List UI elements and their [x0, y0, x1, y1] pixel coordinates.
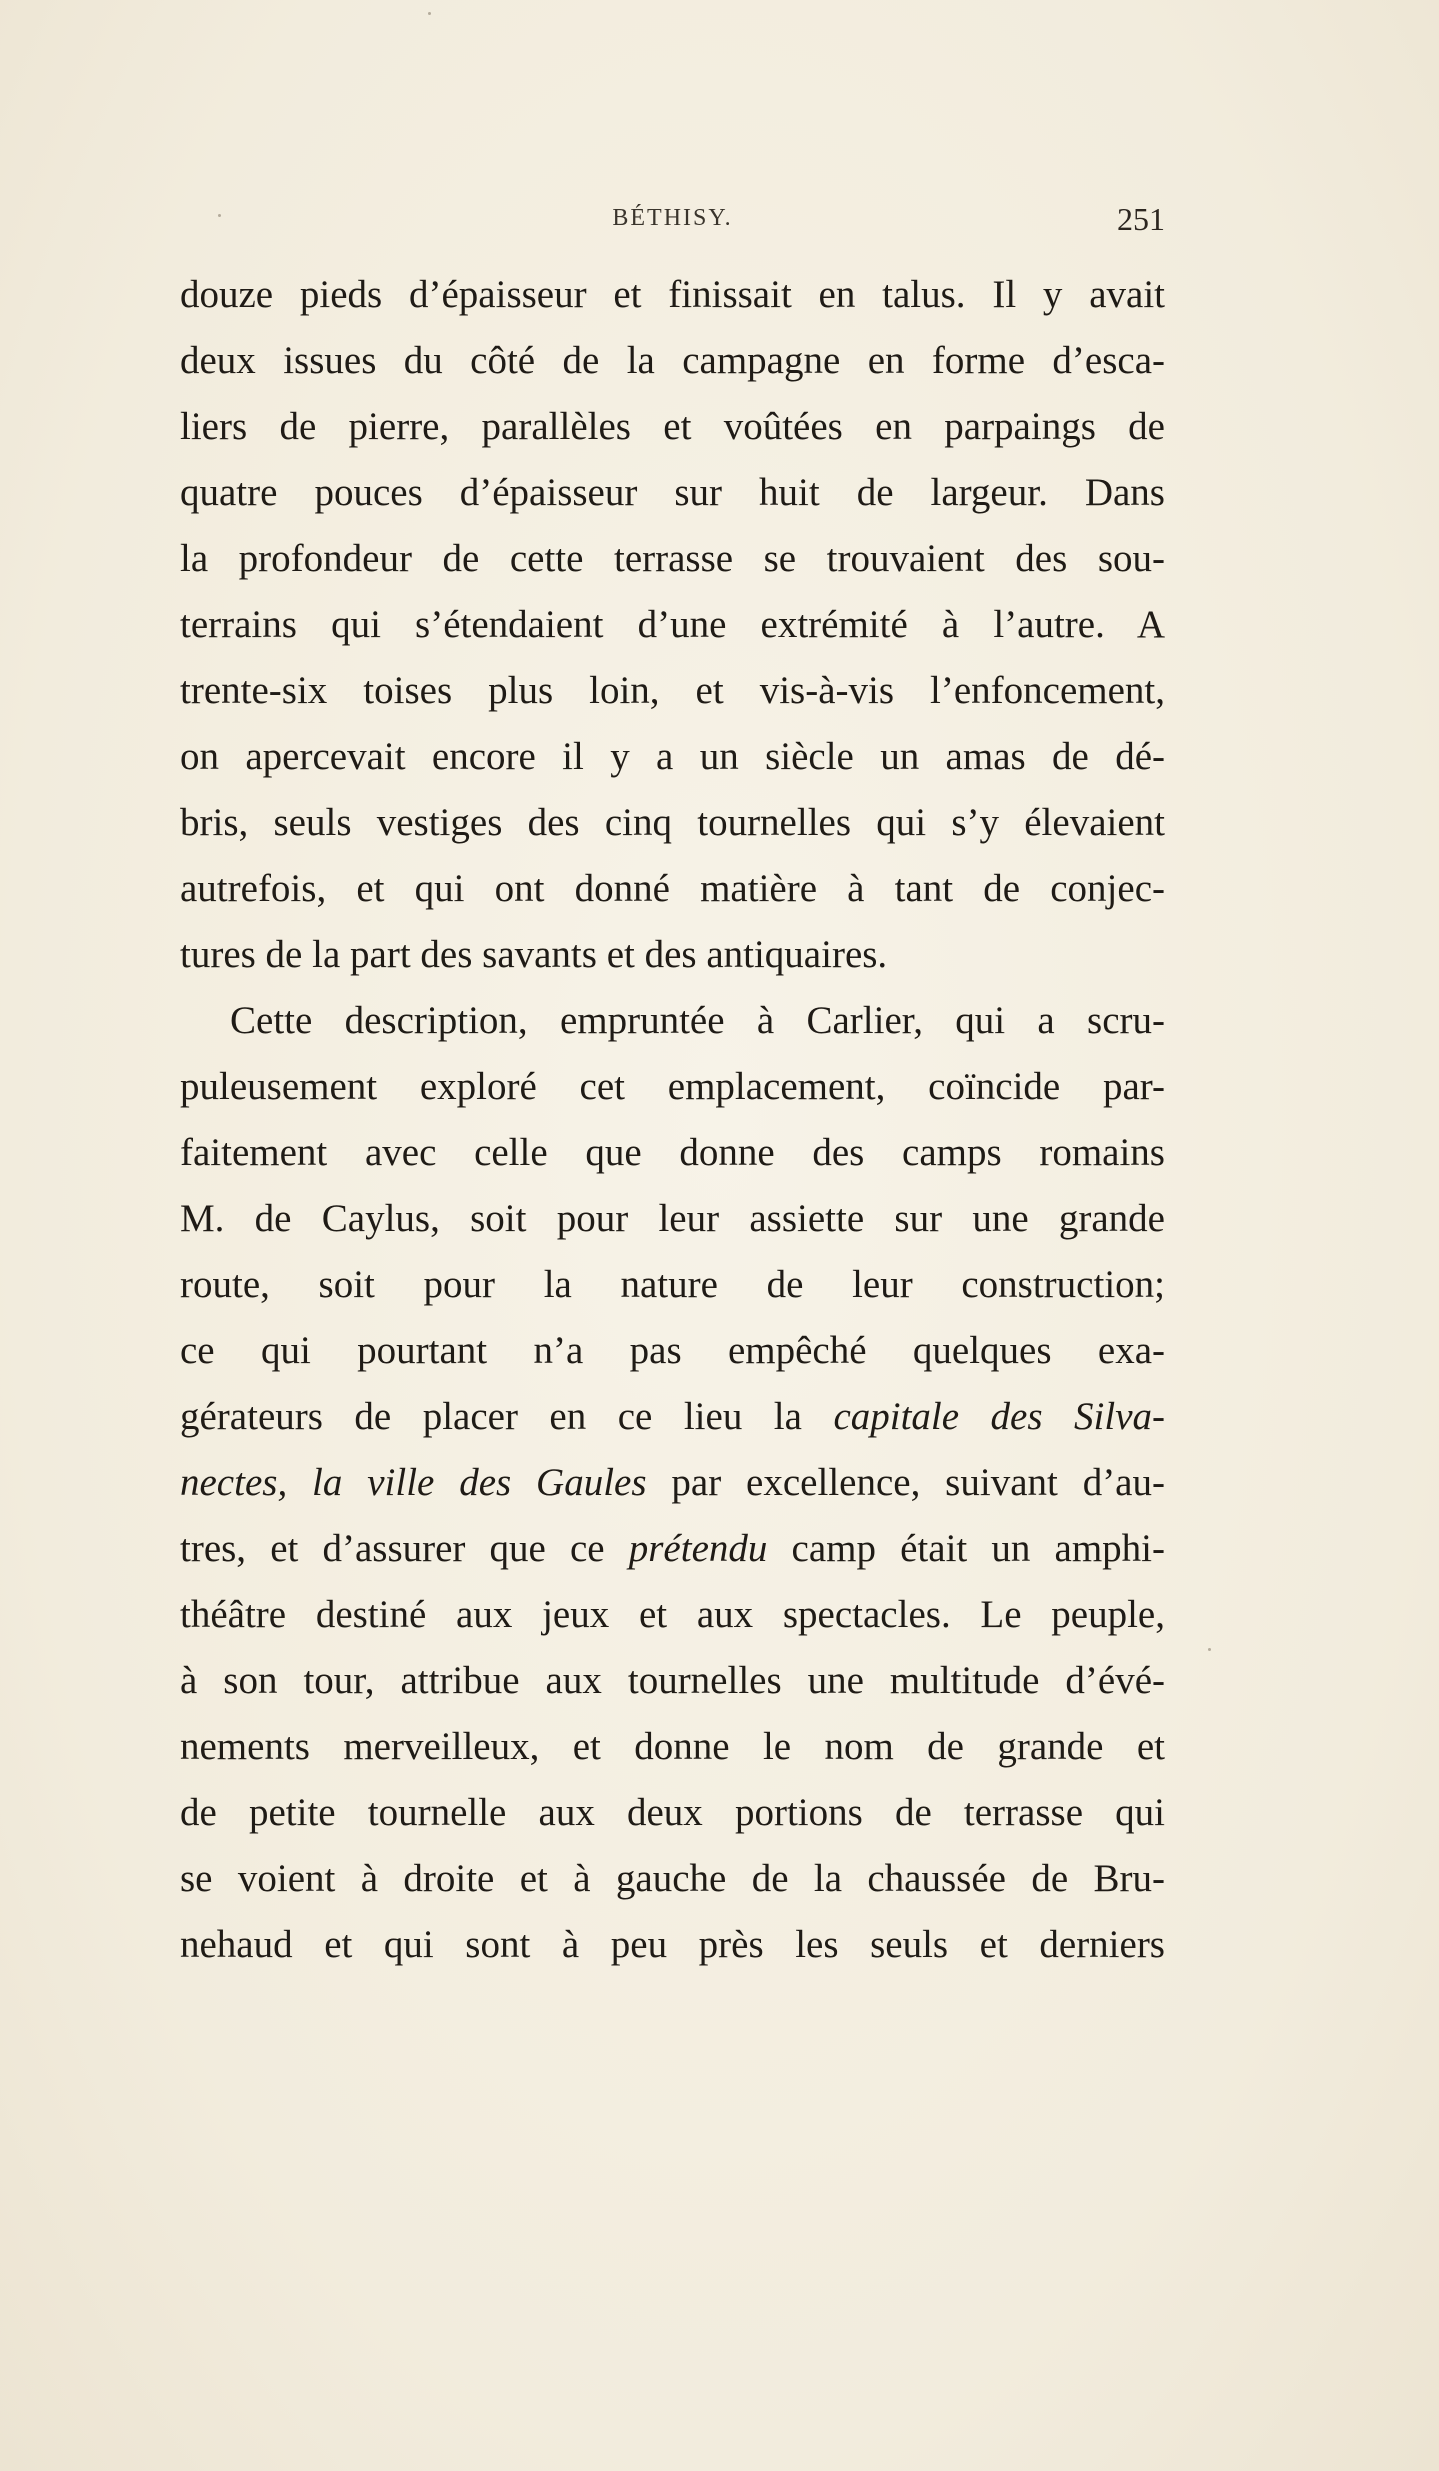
paragraph-1: [180, 262, 1165, 988]
text-run: gérateurs de placer en ce lieu la: [180, 1395, 834, 1438]
paper-speck: [1208, 1648, 1211, 1651]
text-line: bris, seuls vestiges des cinq tournelles qui s’y élevaient: [180, 801, 1165, 844]
text-run: par excellence, suivant d’au-: [646, 1461, 1165, 1504]
paper-speck: [428, 12, 431, 15]
text-line: [180, 1450, 1165, 1516]
text-line: théâtre destiné aux jeux et aux spectacles. Le peuple,: [180, 1593, 1165, 1636]
text-line: [180, 1384, 1165, 1450]
text-run: camp était un amphi-: [767, 1527, 1165, 1570]
text-line: quatre pouces d’épaisseur sur huit de largeur. Dans: [180, 471, 1165, 514]
text-line: trente-six toises plus loin, et vis-à-vis l’enfoncement,: [180, 669, 1165, 712]
page-header: [180, 201, 1165, 245]
text-line: nements merveilleux, et donne le nom de grande et: [180, 1725, 1165, 1768]
body-text: [180, 262, 1165, 1978]
text-line: terrains qui s’étendaient d’une extrémité à l’autre. A: [180, 603, 1165, 646]
text-line: deux issues du côté de la campagne en forme d’esca-: [180, 339, 1165, 382]
text-line: puleusement exploré cet emplacement, coïncide par-: [180, 1065, 1165, 1108]
text-line: route, soit pour la nature de leur construction;: [180, 1263, 1165, 1306]
text-line: on apercevait encore il y a un siècle un amas de dé-: [180, 735, 1165, 778]
text-line: à son tour, attribue aux tournelles une multitude d’évé-: [180, 1659, 1165, 1702]
page-number: 251: [1117, 201, 1165, 237]
italic-run: capitale des Silva-: [833, 1395, 1165, 1438]
running-title: BÉTHISY.: [612, 205, 733, 231]
text-line: la profondeur de cette terrasse se trouvaient des sou-: [180, 537, 1165, 580]
italic-run: prétendu: [628, 1527, 768, 1570]
text-line: tures de la part des savants et des antiquaires.: [180, 933, 888, 976]
text-line: liers de pierre, parallèles et voûtées en parpaings de: [180, 405, 1165, 448]
text-line: Cette description, empruntée à Carlier, qui a scru-: [230, 999, 1165, 1042]
text-line: se voient à droite et à gauche de la chaussée de Bru-: [180, 1857, 1165, 1900]
text-line: M. de Caylus, soit pour leur assiette sur une grande: [180, 1197, 1165, 1240]
text-line: autrefois, et qui ont donné matière à tant de conjec-: [180, 867, 1165, 910]
text-line: douze pieds d’épaisseur et finissait en talus. Il y avait: [180, 273, 1165, 316]
text-line: de petite tournelle aux deux portions de terrasse qui: [180, 1791, 1165, 1834]
text-line: [180, 1516, 1165, 1582]
text-line: ce qui pourtant n’a pas empêché quelques exa-: [180, 1329, 1165, 1372]
paragraph-2: [180, 988, 1165, 1978]
text-line: faitement avec celle que donne des camps romains: [180, 1131, 1165, 1174]
text-line: nehaud et qui sont à peu près les seuls et derniers: [180, 1923, 1165, 1966]
text-run: tres, et d’assurer que ce: [180, 1527, 629, 1570]
italic-run: nectes, la ville des Gaules: [180, 1461, 647, 1504]
